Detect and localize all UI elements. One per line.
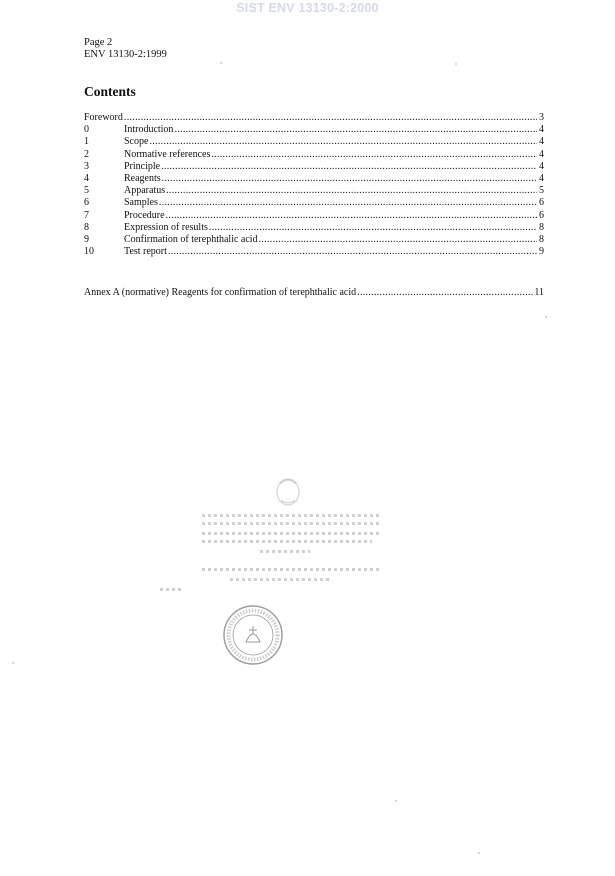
contents-heading: Contents [84, 84, 136, 99]
toc-entry[interactable] [84, 124, 544, 136]
scan-speck [12, 662, 14, 664]
toc-entry-page: 4 [539, 172, 544, 184]
toc-leader [149, 136, 537, 147]
toc-entry[interactable] [84, 185, 544, 197]
toc-entry-title: Apparatus [124, 185, 166, 197]
toc-entry[interactable] [84, 136, 544, 148]
toc-entry-page: 4 [539, 160, 544, 172]
toc-entry[interactable] [84, 210, 544, 222]
toc-entry-page: 9 [539, 246, 544, 258]
toc-entry-page: 6 [539, 197, 544, 209]
toc-annex-entry[interactable] [84, 287, 544, 299]
toc-entry[interactable] [84, 234, 544, 246]
toc-entry-title: Samples [124, 197, 158, 209]
faded-approval-stamp [150, 470, 450, 690]
toc-entry[interactable] [84, 222, 544, 234]
toc-leader [259, 234, 537, 245]
toc-entry-page: 5 [539, 185, 544, 197]
toc-entry-number: 1 [84, 136, 89, 148]
toc-entry-title: Foreword [84, 112, 123, 123]
toc-leader [357, 287, 533, 298]
toc-entry-title: Scope [124, 136, 149, 148]
standard-number: ENV 13130-2:1999 [84, 49, 167, 60]
toc-leader [211, 149, 537, 160]
round-seal-icon [222, 604, 284, 666]
toc-entry-title: Confirmation of terephthalic acid [124, 233, 258, 245]
toc-entry-number: 8 [84, 221, 89, 233]
toc-entry-number: 6 [84, 197, 89, 209]
toc-entry-page: 8 [539, 221, 544, 233]
scan-speck [455, 63, 457, 65]
table-of-contents [84, 112, 544, 258]
toc-entry[interactable] [84, 246, 544, 258]
toc-entry-number: 9 [84, 233, 89, 245]
toc-entry-title: Test report [124, 246, 167, 258]
scan-speck [478, 852, 480, 854]
page-number: Page 2 [84, 37, 113, 48]
toc-entry-page: 8 [539, 233, 544, 245]
toc-entry-number: 5 [84, 185, 89, 197]
toc-leader [124, 112, 537, 123]
toc-entry-title: Principle [124, 160, 161, 172]
toc-annex-page: 11 [534, 287, 544, 298]
toc-entry[interactable] [84, 149, 544, 161]
toc-entry-page: 3 [539, 112, 544, 123]
toc-entry[interactable] [84, 112, 544, 124]
toc-entry-title: Expression of results [124, 221, 208, 233]
toc-entry-title: Reagents [124, 172, 161, 184]
toc-entry-number: 2 [84, 148, 89, 160]
toc-leader [162, 173, 537, 184]
toc-entry-number: 4 [84, 172, 89, 184]
toc-annex-title: Annex A (normative) Reagents for confirmation of terephthalic acid [84, 287, 357, 298]
toc-entry-page: 6 [539, 209, 544, 221]
toc-entry[interactable] [84, 161, 544, 173]
scan-speck [220, 62, 222, 64]
page-header [84, 37, 167, 61]
toc-entry-title: Procedure [124, 209, 165, 221]
toc-entry-title: Introduction [124, 124, 174, 136]
toc-entry[interactable] [84, 197, 544, 209]
toc-leader [166, 210, 537, 221]
toc-leader [174, 124, 537, 135]
toc-entry-number: 10 [84, 246, 94, 258]
scan-speck [395, 800, 397, 802]
toc-entry-page: 4 [539, 136, 544, 148]
toc-entry-page: 4 [539, 148, 544, 160]
toc-entry-number: 0 [84, 124, 89, 136]
toc-leader [209, 222, 537, 233]
toc-leader [166, 185, 537, 196]
scan-speck [545, 316, 547, 318]
toc-entry-number: 3 [84, 160, 89, 172]
toc-leader [168, 246, 537, 257]
toc-entry-page: 4 [539, 124, 544, 136]
toc-entry[interactable] [84, 173, 544, 185]
toc-entry-title: Normative references [124, 148, 211, 160]
toc-leader [159, 197, 537, 208]
toc-entry-number: 7 [84, 209, 89, 221]
toc-leader [161, 161, 537, 172]
document-watermark: SIST ENV 13130-2:2000 [236, 1, 379, 15]
